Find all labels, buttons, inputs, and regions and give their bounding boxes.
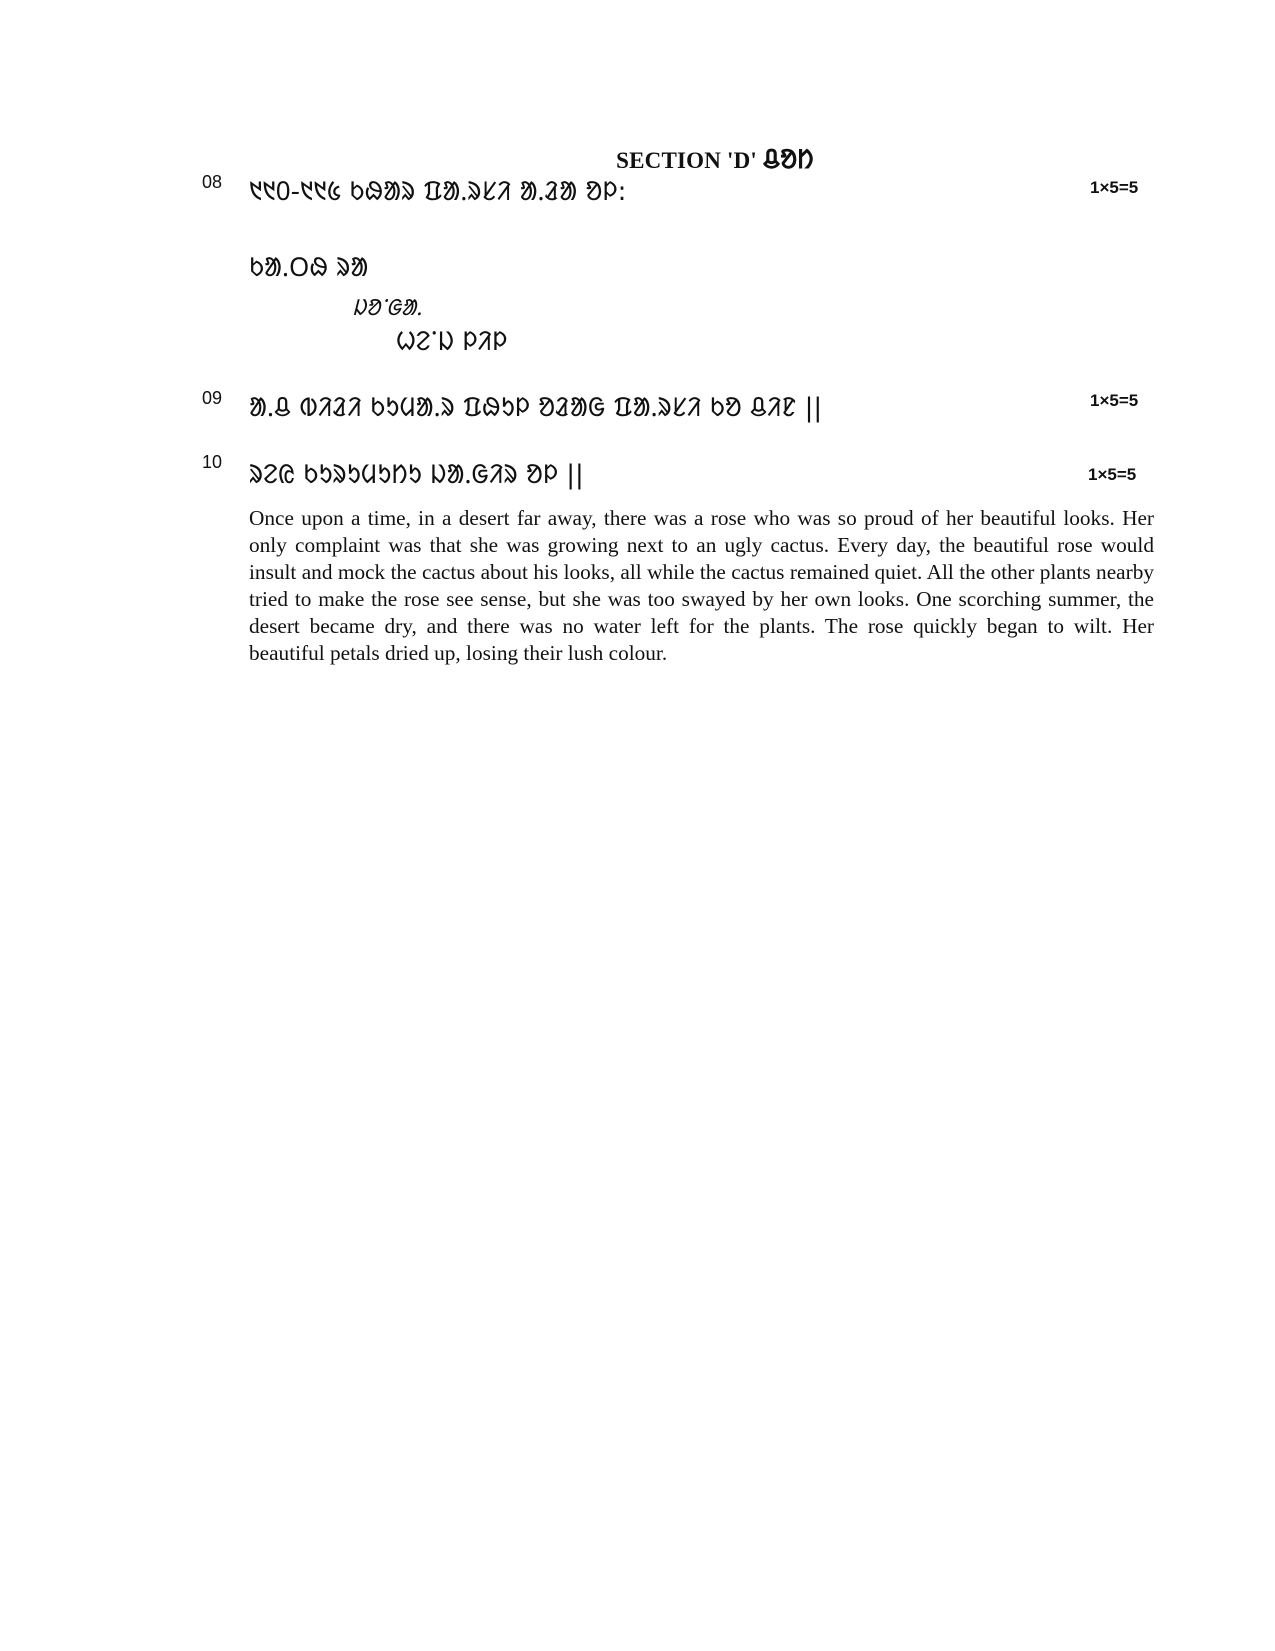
section-title-text: SECTION 'D' — [616, 148, 758, 173]
section-title-glyph: ᱪᱚᱴ — [763, 145, 814, 175]
section-title — [0, 140, 1275, 176]
question-number: 08 — [202, 172, 223, 192]
question-marks: 1×5=5 — [1090, 391, 1139, 410]
question-number: 10 — [202, 452, 223, 472]
poem-line: ᱡᱚᱸᱜᱟᱹ — [352, 296, 423, 321]
question-marks: 1×5=5 — [1088, 465, 1137, 484]
reading-passage: Once upon a time, in a desert far away, there was a rose who was so proud of her beautiful looks. Her only complaint was that she was growing next to an ugly cactus. Every day, the beautiful rose would insult and mock the cactus about his looks, all while the cactus remained quiet. All the other plants nearby tried to make the rose see sense, but she was too swayed by her own looks. One scorching summer, the desert became dry, and there was no water left for the plants. The rose quickly began to wilt. Her beautiful petals dried up, losing their lush colour. — [249, 506, 1154, 665]
question-number: 09 — [202, 388, 223, 408]
question-text: ᱑᱑᱐-᱑᱑᱕ ᱠᱷᱟᱨ ᱯᱟᱹᱨᱥᱤ ᱟᱹᱲᱟ ᱚᱞ: — [249, 177, 627, 207]
question-marks: 1×5=5 — [1090, 178, 1139, 197]
poem-line: ᱠᱟᱹᱛᱷ ᱨᱟ — [249, 253, 369, 283]
poem-line: ᱦᱮᱸᱡ ᱞᱤᱞ — [396, 327, 508, 357]
question-text: ᱨᱮᱭ ᱠᱩᱨᱩᱢᱩᱴᱩ ᱡᱟᱹᱜᱤᱨ ᱚᱞ || — [249, 460, 584, 490]
question-text: ᱟᱹᱪ ᱵᱤᱲᱤ ᱠᱩᱢᱟᱹᱨ ᱯᱷᱩᱞ ᱚᱲᱟᱜ ᱯᱟᱹᱨᱥᱤ ᱠᱚ ᱪᱤᱱ || — [249, 393, 823, 423]
